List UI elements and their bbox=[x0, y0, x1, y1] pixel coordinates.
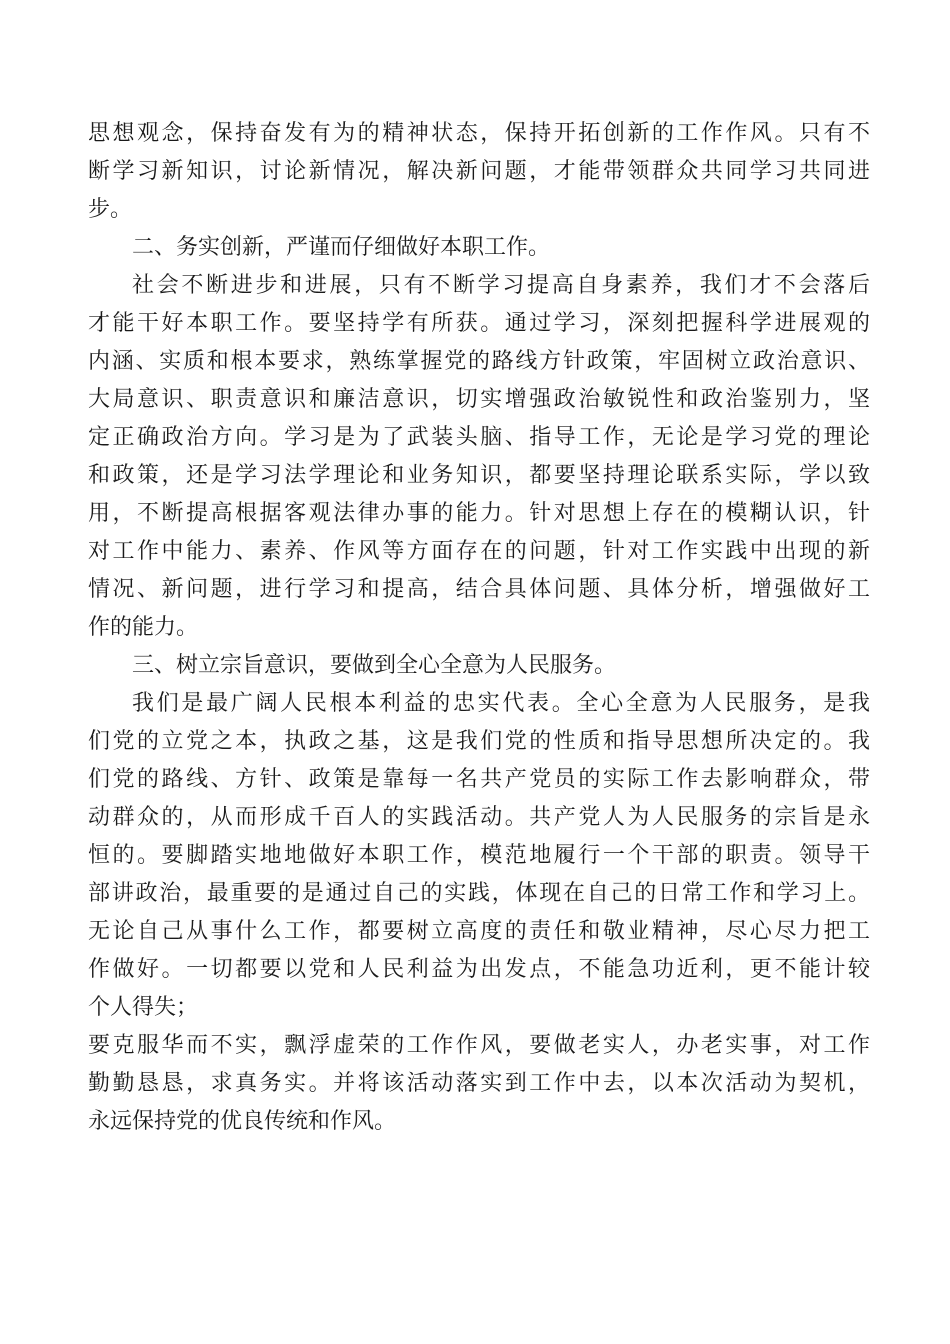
text-line: 情况、新问题，进行学习和提高，结合具体问题、具体分析，增强做好工 bbox=[88, 577, 870, 602]
section-heading: 二、务实创新，严谨而仔细做好本职工作。 bbox=[132, 235, 551, 260]
paragraph-first-line: 社会不断进步和进展，只有不断学习提高自身素养，我们才不会落后 bbox=[132, 273, 870, 298]
text-line: 们党的立党之本，执政之基，这是我们党的性质和指导思想所决定的。我 bbox=[88, 729, 870, 754]
text-line: 用，不断提高根据客观法律办事的能力。针对思想上存在的模糊认识，针 bbox=[88, 501, 870, 526]
paragraph-first-line: 我们是最广阔人民根本利益的忠实代表。全心全意为人民服务，是我 bbox=[132, 691, 870, 716]
text-line: 步。 bbox=[88, 197, 133, 222]
text-line: 要克服华而不实，飘浮虚荣的工作作风，要做老实人，办老实事，对工作 bbox=[88, 1033, 870, 1058]
text-line: 内涵、实质和根本要求，熟练掌握党的路线方针政策，牢固树立政治意识、 bbox=[88, 349, 870, 374]
text-line: 部讲政治，最重要的是通过自己的实践，体现在自己的日常工作和学习上。 bbox=[88, 881, 870, 906]
text-line: 恒的。要脚踏实地地做好本职工作，模范地履行一个干部的职责。领导干 bbox=[88, 843, 870, 868]
text-line: 作做好。一切都要以党和人民利益为出发点，不能急功近利，更不能计较 bbox=[88, 957, 870, 982]
text-line: 和政策，还是学习法学理论和业务知识，都要坚持理论联系实际，学以致 bbox=[88, 463, 870, 488]
text-line: 动群众的，从而形成千百人的实践活动。共产党人为人民服务的宗旨是永 bbox=[88, 805, 870, 830]
section-heading: 三、树立宗旨意识，要做到全心全意为人民服务。 bbox=[132, 653, 617, 678]
text-line: 大局意识、职责意识和廉洁意识，切实增强政治敏锐性和政治鉴别力，坚 bbox=[88, 387, 870, 412]
text-line: 才能干好本职工作。要坚持学有所获。通过学习，深刻把握科学进展观的 bbox=[88, 311, 870, 336]
text-line: 断学习新知识，讨论新情况，解决新问题，才能带领群众共同学习共同进 bbox=[88, 159, 870, 184]
text-line: 个人得失； bbox=[88, 995, 199, 1020]
text-line: 对工作中能力、素养、作风等方面存在的问题，针对工作实践中出现的新 bbox=[88, 539, 870, 564]
text-line: 无论自己从事什么工作，都要树立高度的责任和敬业精神，尽心尽力把工 bbox=[88, 919, 870, 944]
text-line: 们党的路线、方针、政策是靠每一名共产党员的实际工作去影响群众，带 bbox=[88, 767, 870, 792]
text-line: 永远保持党的优良传统和作风。 bbox=[88, 1109, 397, 1134]
text-line: 思想观念，保持奋发有为的精神状态，保持开拓创新的工作作风。只有不 bbox=[88, 121, 870, 146]
text-line: 定正确政治方向。学习是为了武装头脑、指导工作，无论是学习党的理论 bbox=[88, 425, 870, 450]
text-line: 作的能力。 bbox=[88, 615, 199, 640]
text-line: 勤勤恳恳，求真务实。并将该活动落实到工作中去，以本次活动为契机， bbox=[88, 1071, 870, 1096]
